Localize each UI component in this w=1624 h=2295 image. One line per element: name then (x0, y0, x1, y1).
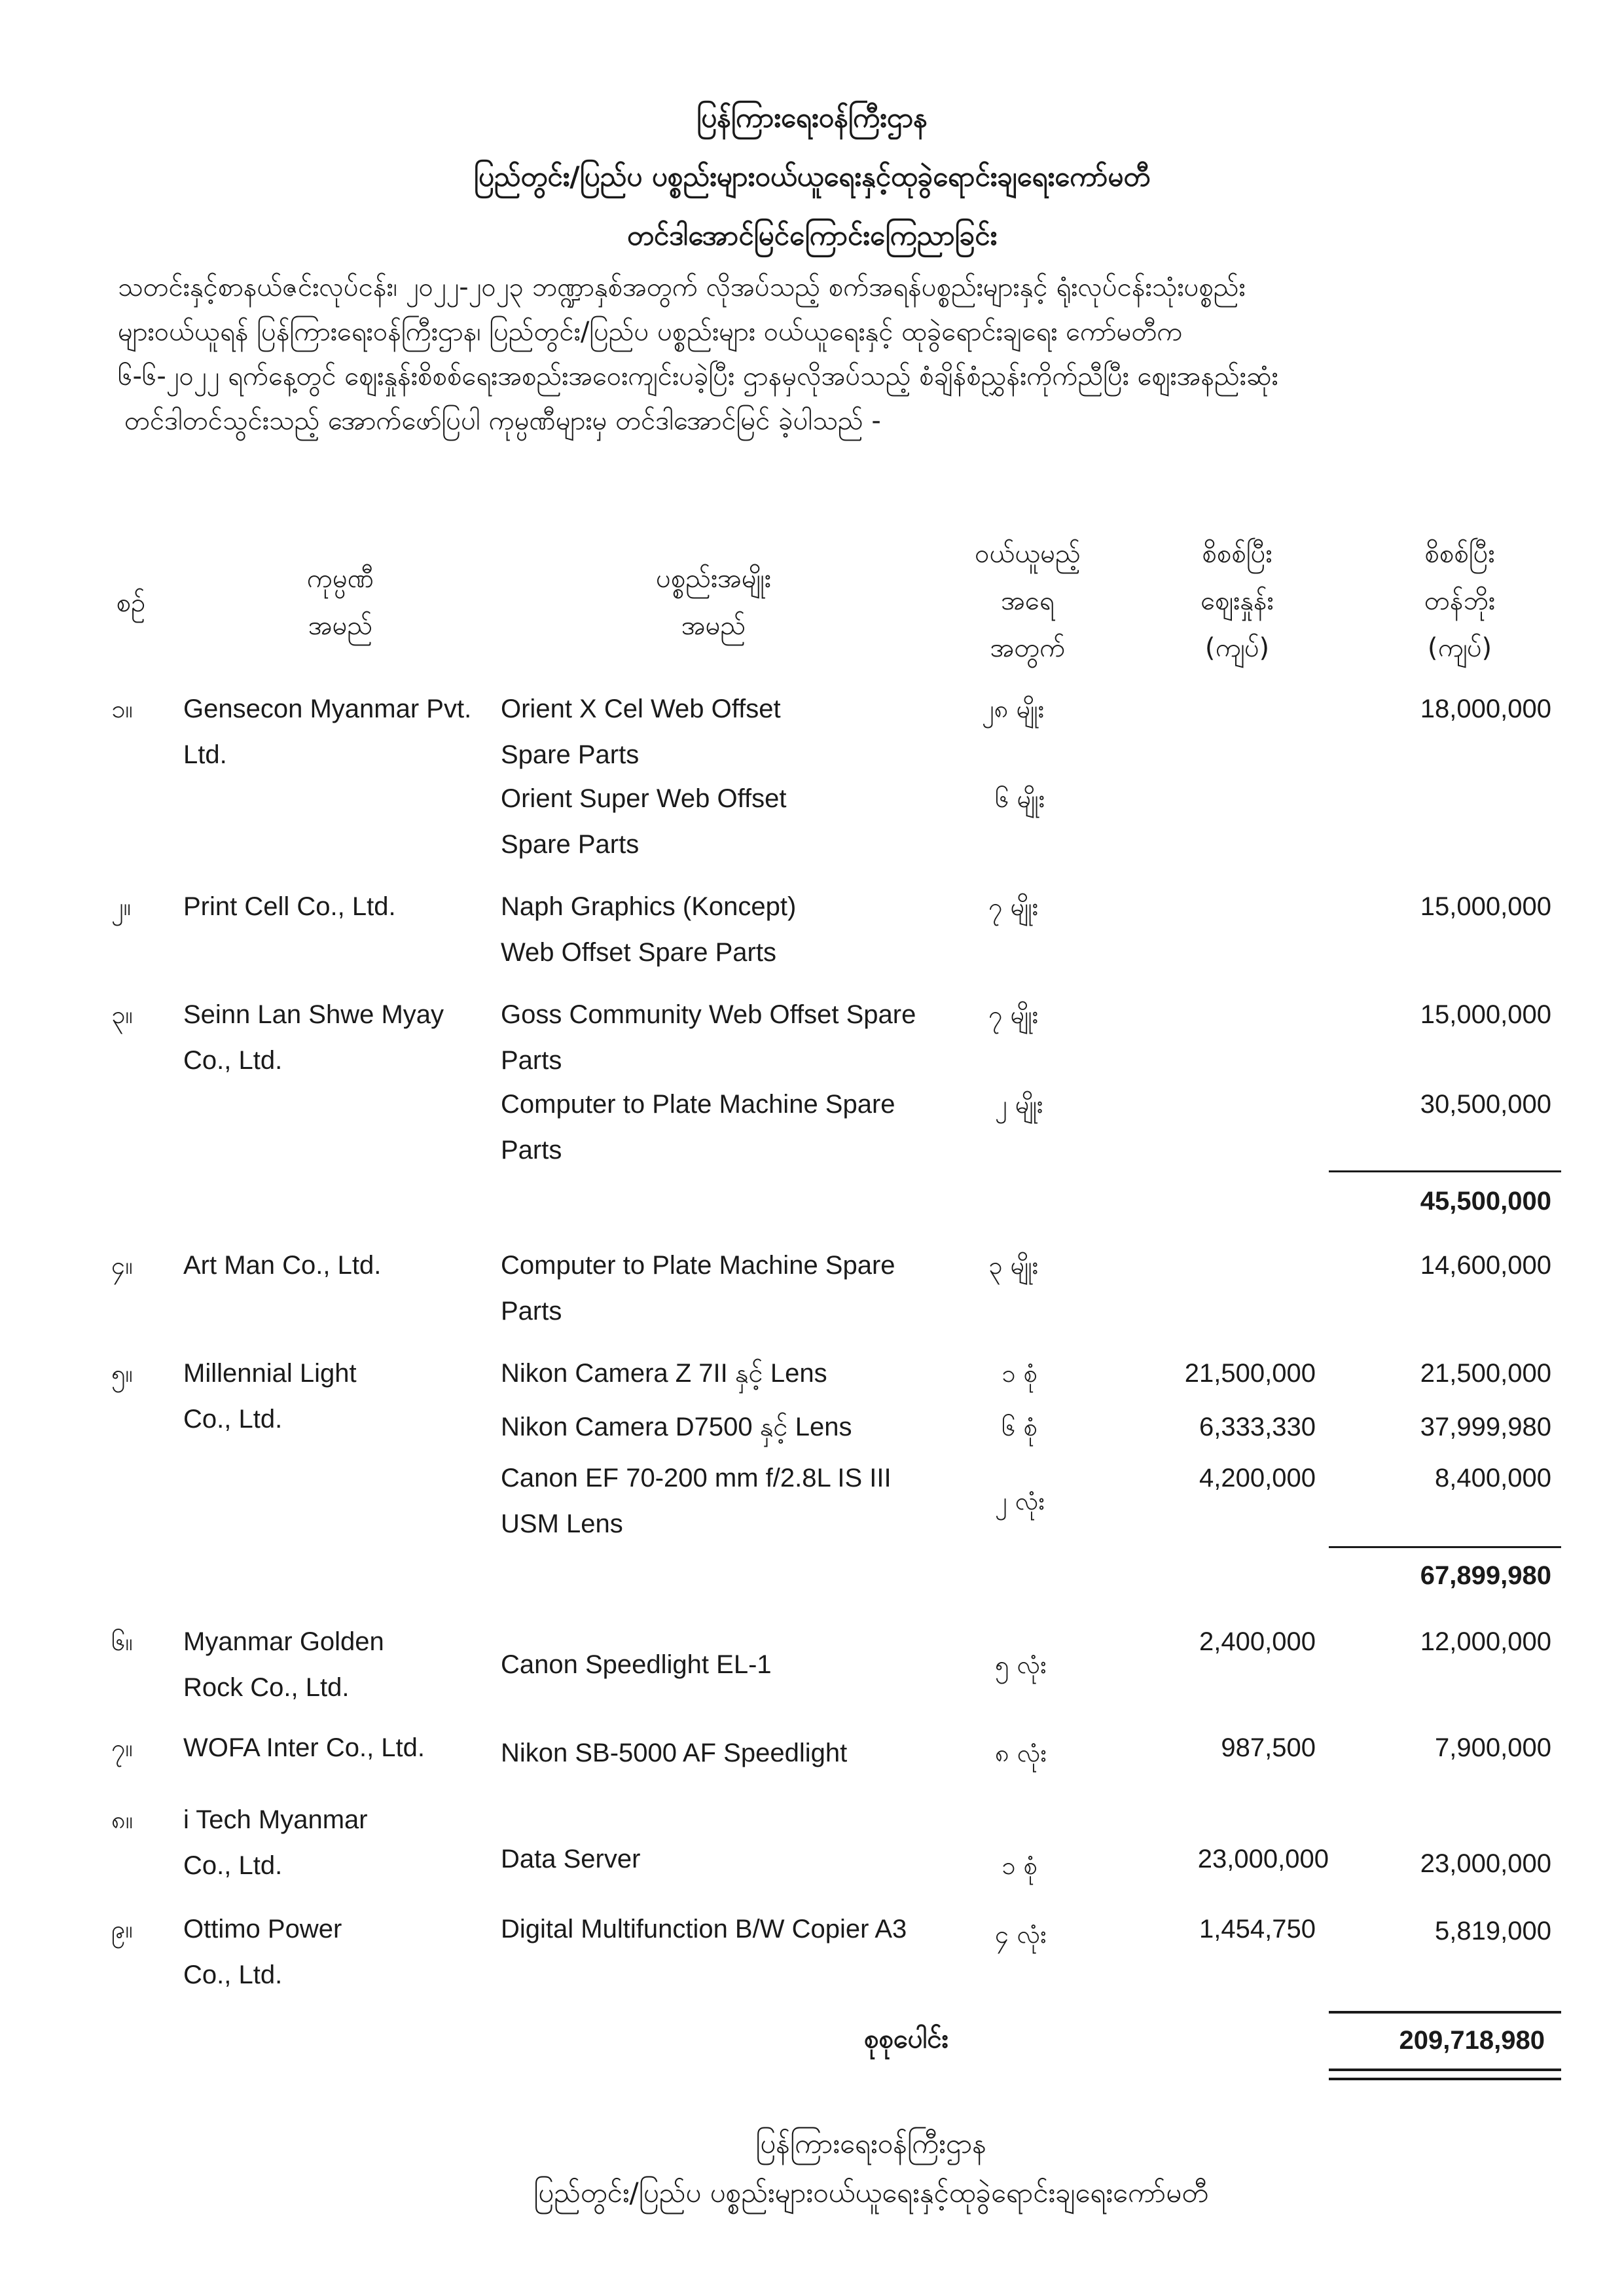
company-name: Ltd. (183, 740, 227, 769)
item-name: USM Lens (501, 1509, 623, 1538)
item-quantity: ၂ မျိုး (995, 1090, 1043, 1119)
item-unit-price: 4,200,000 (1199, 1464, 1316, 1492)
item-quantity: ၆ စုံ (1001, 1413, 1038, 1441)
item-unit-price: 6,333,330 (1199, 1413, 1316, 1441)
col-header-unit-price-line: (ကျပ်) (1204, 633, 1270, 663)
item-name: Orient Super Web Offset (501, 784, 787, 813)
company-name: Seinn Lan Shwe Myay (183, 1000, 444, 1029)
announcement-subject: တင်ဒါအောင်မြင်ကြောင်းကြေညာခြင်း (626, 219, 998, 251)
item-total: 12,000,000 (1420, 1627, 1551, 1656)
row-number: ၈။ (111, 1805, 134, 1834)
footer-committee: ပြည်တွင်း/ပြည်ပ ပစ္စည်းများဝယ်ယူရေးနှင့်ထုခွဲရောင်းချရေးကော်မတီ (533, 2177, 1208, 2209)
item-name: Data Server (501, 1845, 641, 1873)
col-header-total-line: (ကျပ်) (1427, 633, 1492, 663)
col-header-qty-line: ဝယ်ယူမည့် (975, 539, 1081, 569)
item-total: 15,000,000 (1420, 892, 1551, 921)
subtotal: 67,899,980 (1420, 1561, 1551, 1590)
item-unit-price: 2,400,000 (1199, 1627, 1316, 1656)
item-quantity: ၇ မျိုး (988, 892, 1039, 921)
item-unit-price: 1,454,750 (1199, 1915, 1316, 1943)
col-header-total-line: စိစစ်ပြီး (1424, 539, 1495, 569)
item-total: 15,000,000 (1420, 1000, 1551, 1029)
col-header-unit-price-line: ဈေးနှုန်း (1200, 586, 1274, 616)
col-header-qty-line: အရေ (1001, 586, 1055, 616)
subtotal-rule (1329, 1170, 1561, 1172)
company-name: Co., Ltd. (183, 1405, 283, 1434)
item-name: Spare Parts (501, 740, 640, 769)
col-header-unit-price (1152, 530, 1322, 672)
item-total: 7,900,000 (1435, 1733, 1551, 1762)
footer-ministry: ပြန်ကြားရေးဝန်ကြီးဌာန (755, 2127, 986, 2159)
item-quantity: ၂၈ မျိုး (982, 695, 1045, 723)
item-name: Nikon SB-5000 AF Speedlight (501, 1739, 848, 1767)
intro-line: များဝယ်ယူရန် ပြန်ကြားရေးဝန်ကြီးဌာန၊ ပြည်တွင်း/ပြည်ပ ပစ္စည်းများ ဝယ်ယူရေးနှင့် ထုခွဲရောင်းချရေး ကော်မတီက (118, 317, 1183, 347)
row-number: ၉။ (111, 1915, 133, 1943)
item-quantity: ၁ စုံ (1001, 1851, 1038, 1880)
ministry-title: ပြန်ကြားရေးဝန်ကြီးဌာန (696, 101, 928, 134)
item-name: Web Offset Spare Parts (501, 938, 776, 967)
company-name: Gensecon Myanmar Pvt. (183, 695, 472, 723)
row-number: ၇။ (111, 1733, 133, 1762)
col-header-item-line: အမည် (681, 611, 746, 641)
row-number: ၅။ (111, 1359, 133, 1388)
company-name: i Tech Myanmar (183, 1805, 368, 1834)
company-name: Co., Ltd. (183, 1046, 283, 1075)
item-total: 18,000,000 (1420, 695, 1551, 723)
grand-total-label: စုစုပေါင်း (864, 2024, 948, 2054)
company-name: Art Man Co., Ltd. (183, 1251, 382, 1280)
grand-total-double-rule (1329, 2069, 1561, 2080)
col-header-company (249, 555, 432, 649)
col-header-total-line: တန်ဘိုး (1424, 586, 1496, 616)
intro-paragraph (118, 265, 1564, 443)
item-name: Canon Speedlight EL-1 (501, 1650, 772, 1679)
item-unit-price: 987,500 (1221, 1733, 1316, 1762)
row-number: ၆။ (111, 1627, 133, 1656)
item-quantity: ၈ လုံး (995, 1739, 1047, 1767)
company-name: WOFA Inter Co., Ltd. (183, 1733, 425, 1762)
grand-total-top-rule (1329, 2011, 1561, 2014)
row-number: ၁။ (111, 695, 133, 723)
item-quantity: ၅ လုံး (995, 1650, 1047, 1679)
item-name: Computer to Plate Machine Spare (501, 1251, 895, 1280)
row-number: ၄။ (111, 1251, 133, 1280)
subtotal: 45,500,000 (1420, 1187, 1551, 1216)
item-name: Digital Multifunction B/W Copier A3 (501, 1915, 907, 1943)
item-unit-price: 21,500,000 (1184, 1359, 1316, 1388)
item-name: Parts (501, 1297, 562, 1326)
item-quantity: ၄ လုံး (995, 1920, 1047, 1949)
item-quantity: ၆ မျိုး (995, 784, 1045, 813)
item-name: Nikon Camera D7500 နှင့် Lens (501, 1413, 852, 1441)
col-header-item (602, 555, 825, 649)
item-unit-price: 23,000,000 (1197, 1845, 1329, 1873)
company-name: Rock Co., Ltd. (183, 1673, 350, 1702)
company-name: Print Cell Co., Ltd. (183, 892, 396, 921)
col-header-item-line: ပစ္စည်းအမျိုး (656, 564, 771, 594)
company-name: Ottimo Power (183, 1915, 342, 1943)
item-name: Spare Parts (501, 830, 640, 859)
item-name: Goss Community Web Offset Spare (501, 1000, 916, 1029)
company-name: Myanmar Golden (183, 1627, 384, 1656)
item-total: 23,000,000 (1420, 1849, 1551, 1878)
intro-line: ၆-၆-၂၀၂၂ ရက်နေ့တွင် ဈေးနှုန်းစိစစ်ရေးအစည်းအဝေးကျင်းပခဲ့ပြီး ဌာနမှလိုအပ်သည့် စံချိန်စံညွှန်းကိုက်ညီပြီး ဈေးအနည်းဆုံး (118, 361, 1278, 391)
col-header-unit-price-line: စိစစ်ပြီး (1202, 539, 1272, 569)
item-quantity: ၇ မျိုး (988, 1000, 1039, 1029)
item-name: Parts (501, 1136, 562, 1165)
col-header-company-line: အမည် (308, 611, 373, 641)
item-total: 8,400,000 (1435, 1464, 1551, 1492)
item-total: 21,500,000 (1420, 1359, 1551, 1388)
item-quantity: ၂ လုံး (995, 1487, 1045, 1515)
intro-line: တင်ဒါတင်သွင်းသည့် အောက်ဖော်ပြပါ ကုမ္ပဏီများမှ တင်ဒါအောင်မြင် ခဲ့ပါသည် - (124, 406, 881, 436)
item-name: Parts (501, 1046, 562, 1075)
intro-line: သတင်းနှင့်စာနယ်ဇင်းလုပ်ငန်း၊ ၂၀၂၂-၂၀၂၃ ဘဏ္ဍာနှစ်အတွက် လိုအပ်သည့် စက်အရန်ပစ္စည်းများနှင့် ရုံးလုပ်ငန်းသုံးပစ္စည်း (118, 272, 1246, 302)
col-header-no: စဉ် (116, 588, 146, 618)
row-number: ၂။ (111, 892, 132, 921)
item-total: 5,819,000 (1435, 1917, 1551, 1945)
item-name: Computer to Plate Machine Spare (501, 1090, 895, 1119)
company-name: Millennial Light (183, 1359, 357, 1388)
col-header-total (1375, 530, 1545, 672)
col-header-company-line: ကုမ္ပဏီ (306, 564, 374, 594)
item-total: 14,600,000 (1420, 1251, 1551, 1280)
row-number: ၃။ (111, 1000, 133, 1029)
col-header-qty-line: အတွက် (990, 633, 1066, 663)
grand-total-value: 209,718,980 (1399, 2026, 1545, 2055)
col-header-qty (936, 530, 1119, 672)
item-name: Canon EF 70-200 mm f/2.8L IS III (501, 1464, 892, 1492)
item-total: 37,999,980 (1420, 1413, 1551, 1441)
subtotal-rule (1329, 1546, 1561, 1548)
item-total: 30,500,000 (1420, 1090, 1551, 1119)
item-quantity: ၁ စုံ (1001, 1359, 1038, 1388)
item-name: Orient X Cel Web Offset (501, 695, 781, 723)
company-name: Co., Ltd. (183, 1961, 283, 1989)
item-quantity: ၃ မျိုး (988, 1251, 1039, 1280)
item-name: Nikon Camera Z 7II နှင့် Lens (501, 1359, 827, 1388)
company-name: Co., Ltd. (183, 1851, 283, 1880)
item-name: Naph Graphics (Koncept) (501, 892, 797, 921)
committee-title: ပြည်တွင်း/ပြည်ပ ပစ္စည်းများဝယ်ယူရေးနှင့်ထုခွဲရောင်းချရေးကော်မတီ (473, 160, 1151, 192)
